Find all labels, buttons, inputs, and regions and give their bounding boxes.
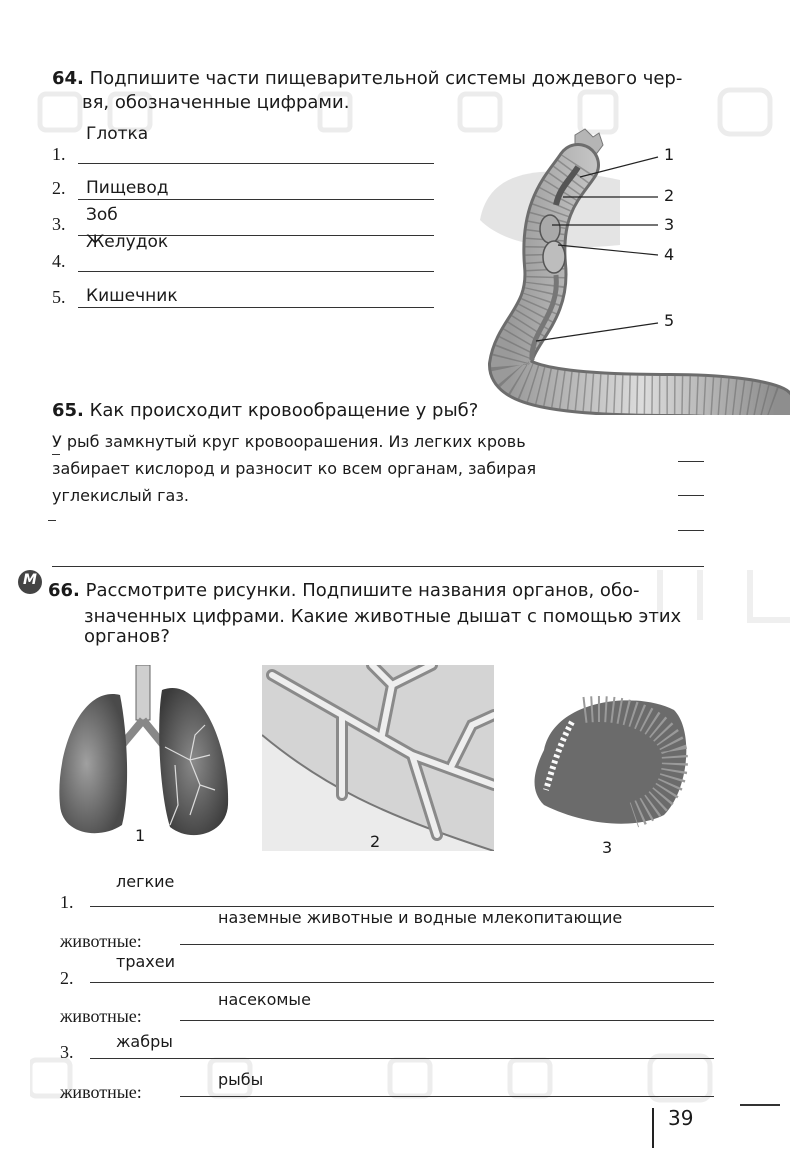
q64-item-answer: Пищевод xyxy=(86,178,169,198)
q64-item-number: 4. xyxy=(52,251,66,271)
q66-organ-line xyxy=(90,906,714,907)
method-badge-letter: М xyxy=(23,572,37,588)
tracheae-illustration xyxy=(262,665,494,851)
q66-animals-label: животные: xyxy=(60,1082,142,1102)
q66-organ-answer: трахеи xyxy=(116,952,175,971)
q64-heading-line2: вя, обозначенные цифрами. xyxy=(82,92,350,113)
q65-heading xyxy=(52,400,478,422)
earthworm-illustration xyxy=(470,125,790,415)
q66-organ-line xyxy=(90,1058,714,1059)
gills-illustration xyxy=(524,690,692,828)
q65-line xyxy=(52,454,60,455)
lungs-illustration xyxy=(50,665,240,845)
q66-organ-line xyxy=(90,982,714,983)
q64-answer-line xyxy=(78,307,434,308)
q64-item-answer: Глотка xyxy=(86,124,149,144)
q64-item-number: 5. xyxy=(52,287,66,307)
q66-animals-line xyxy=(180,944,714,945)
q65-answer-line-3: углекислый газ. xyxy=(52,486,189,505)
q66-animals-line xyxy=(180,1020,714,1021)
q66-row-number: 1. xyxy=(60,892,74,912)
q64-answer-line xyxy=(78,199,434,200)
page-corner-line xyxy=(740,1104,780,1106)
q65-line xyxy=(52,566,704,567)
q66-animals-answer: насекомые xyxy=(218,990,311,1009)
q64-item-number: 3. xyxy=(52,214,66,234)
q66-row-number: 2. xyxy=(60,968,74,988)
q64-item-answer: Желудок xyxy=(86,232,169,252)
q64-heading xyxy=(52,68,732,90)
q65-answer-line-2: забирает кислород и разносит ко всем органам, забирая xyxy=(52,459,537,478)
q66-row-number: 3. xyxy=(60,1042,74,1062)
q64-text-line1: Подпишите части пищеварительной системы дождевого чер- xyxy=(89,68,683,89)
q64-item-answer: Зоб xyxy=(86,205,118,225)
q66-organ-answer: легкие xyxy=(116,872,175,891)
page-number: 39 xyxy=(668,1106,694,1130)
q66-organ-answer: жабры xyxy=(116,1032,173,1051)
q65-answer-line-1: У рыб замкнутый круг кровоорашения. Из легких кровь xyxy=(52,432,526,451)
q65-line xyxy=(678,461,704,462)
q65-line xyxy=(48,520,56,521)
q64-item-answer: Кишечник xyxy=(86,286,178,306)
q66-heading-line3: органов? xyxy=(84,626,170,647)
q66-heading-line2: значенных цифрами. Какие животные дышат с помощью этих xyxy=(84,606,682,627)
q64-item-number: 2. xyxy=(52,178,66,198)
q65-line xyxy=(678,530,704,531)
q65-line xyxy=(678,495,704,496)
worm-label-3: 3 xyxy=(664,215,675,234)
worm-label-5: 5 xyxy=(664,311,675,330)
q64-number: 64. xyxy=(52,68,84,89)
q66-number: 66. xyxy=(48,580,80,601)
figure-label-2: 2 xyxy=(370,832,381,851)
method-badge xyxy=(18,570,42,594)
q65-text: Как происходит кровообращение у рыб? xyxy=(89,400,479,421)
q66-animals-label: животные: xyxy=(60,1006,142,1026)
worm-label-4: 4 xyxy=(664,245,675,264)
q65-number: 65. xyxy=(52,400,84,421)
q66-heading xyxy=(48,580,728,602)
page-number-divider xyxy=(652,1108,654,1148)
worm-label-2: 2 xyxy=(664,186,675,205)
worm-label-1: 1 xyxy=(664,145,675,164)
figure-label-3: 3 xyxy=(602,838,613,857)
q64-answer-line xyxy=(78,271,434,272)
q64-item-number: 1. xyxy=(52,144,66,164)
q66-text-line1: Рассмотрите рисунки. Подпишите названия органов, обо- xyxy=(85,580,640,601)
q66-animals-line xyxy=(180,1096,714,1097)
figure-label-1: 1 xyxy=(135,826,146,845)
q66-animals-answer: рыбы xyxy=(218,1070,264,1089)
q66-animals-label: животные: xyxy=(60,931,142,951)
q66-animals-answer: наземные животные и водные млекопитающие xyxy=(218,908,623,927)
q64-answer-line xyxy=(78,163,434,164)
